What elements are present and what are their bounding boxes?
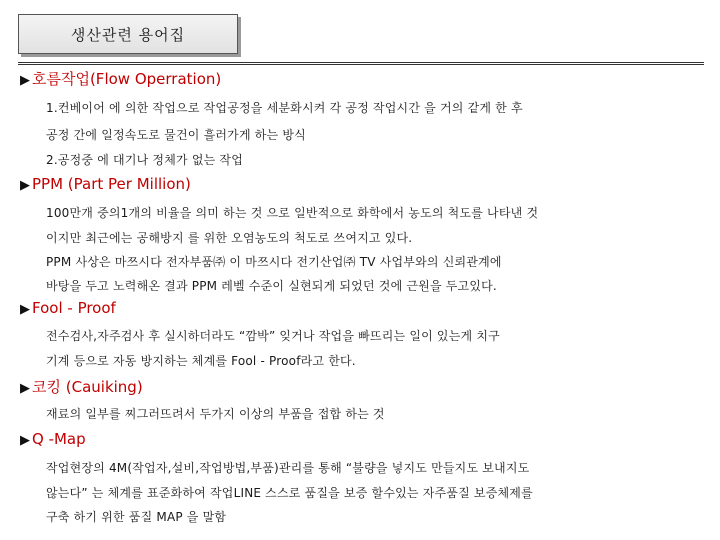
body-line: 2.공정중 에 대기나 정체가 없는 작업 xyxy=(46,153,244,167)
section-heading-ppm xyxy=(20,175,191,193)
section-heading-text: 코킹 (Cauiking) xyxy=(32,378,143,396)
triangle-bullet-icon: ▶ xyxy=(20,381,30,396)
page-title: 생산관련 용어집 xyxy=(70,25,186,44)
body-line: 이지만 최근에는 공해방지 를 위한 오염농도의 척도로 쓰여지고 있다. xyxy=(46,231,413,245)
section-heading-text: Fool - Proof xyxy=(32,299,116,317)
section-heading-text: PPM (Part Per Million) xyxy=(32,175,191,193)
triangle-bullet-icon: ▶ xyxy=(20,178,30,193)
body-line: 100만개 중의1개의 비율을 의미 하는 것 으로 일반적으로 화학에서 농도의 척도를 나타낸 것 xyxy=(46,206,539,220)
section-heading-q-map xyxy=(20,430,86,448)
title-divider xyxy=(18,62,704,65)
body-line: PPM 사상은 마쯔시다 전자부품㈜ 이 마쯔시다 전기산업㈜ TV 사업부와의 신뢰관계에 xyxy=(46,255,502,269)
body-line: 작업현장의 4M(작업자,설비,작업방법,부품)관리를 통해 “불량을 넣지도 만들지도 보내지도 xyxy=(46,461,530,475)
title-box xyxy=(18,14,238,54)
body-line: 공정 간에 일정속도로 물건이 흘러가게 하는 방식 xyxy=(46,128,306,142)
triangle-bullet-icon: ▶ xyxy=(20,302,30,317)
body-line: 기계 등으로 자동 방지하는 체계를 Fool - Proof라고 한다. xyxy=(46,354,356,368)
section-heading-caulking xyxy=(20,376,143,397)
triangle-bullet-icon: ▶ xyxy=(20,73,30,88)
section-heading-fool-proof xyxy=(20,299,116,317)
body-line: 않는다” 는 체계를 표준화하여 작업LINE 스스로 품질을 보증 할수있는 자주품질 보증체제를 xyxy=(46,486,533,500)
triangle-bullet-icon: ▶ xyxy=(20,433,30,448)
body-line: 1.컨베이어 에 의한 작업으로 작업공정을 세분화시켜 각 공정 작업시간 을 거의 같게 한 후 xyxy=(46,101,523,115)
body-line: 재료의 일부를 찌그러뜨려서 두가지 이상의 부품을 접합 하는 것 xyxy=(46,407,385,421)
section-heading-text: 호름작업(Flow Operration) xyxy=(32,70,222,88)
body-line: 전수검사,자주검사 후 실시하더라도 “깜박” 잊거나 작업을 빠뜨리는 일이 있는게 치구 xyxy=(46,329,500,343)
body-line: 구축 하기 위한 품질 MAP 을 말함 xyxy=(46,510,227,524)
section-heading-text: Q -Map xyxy=(32,430,86,448)
section-heading-flow-operation xyxy=(20,68,221,89)
body-line: 바탕을 두고 노력해온 결과 PPM 레벨 수준이 실현되게 되었던 것에 근원을 두고있다. xyxy=(46,279,497,293)
